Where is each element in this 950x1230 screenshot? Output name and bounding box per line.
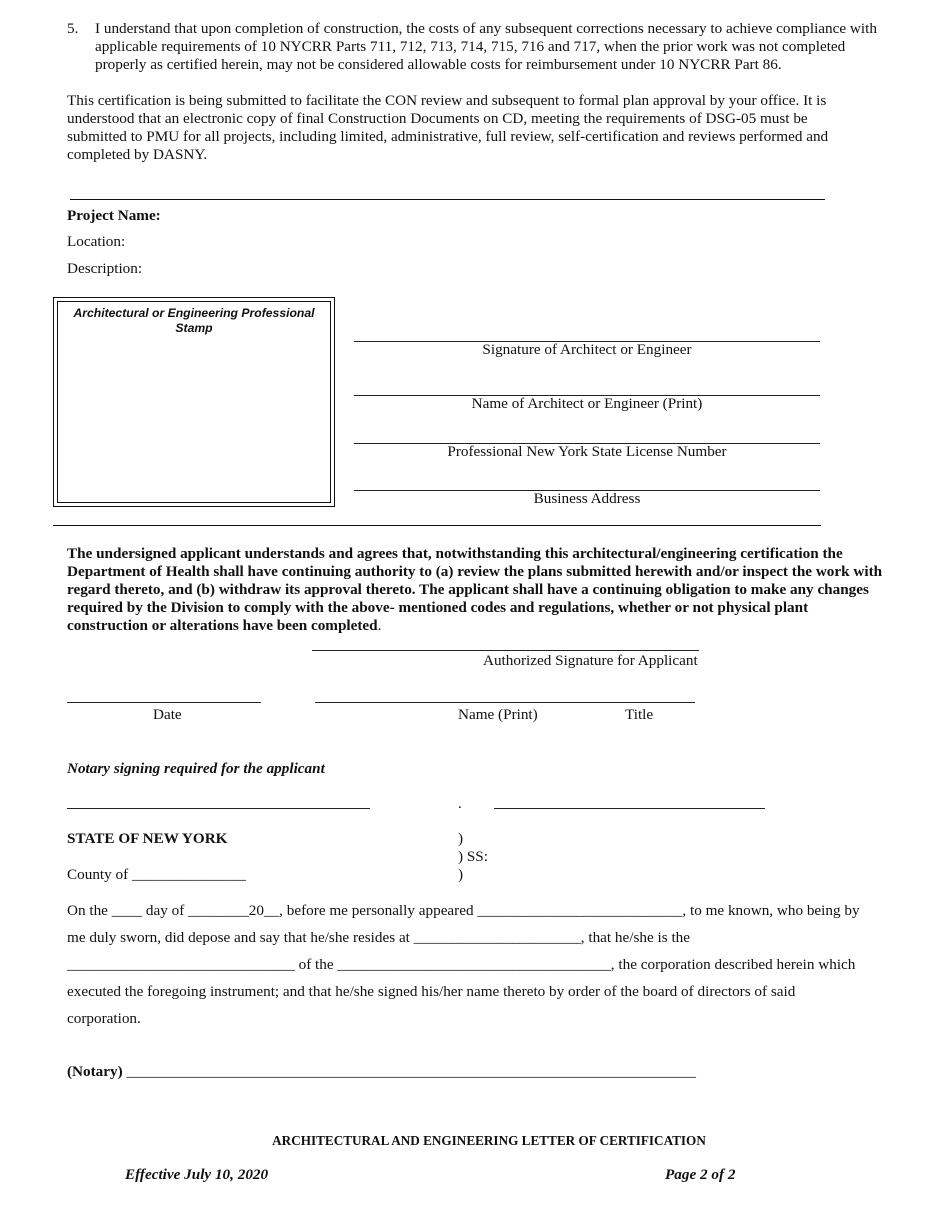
footer-title: ARCHITECTURAL AND ENGINEERING LETTER OF CERTIFICATION [272,1133,706,1148]
effective-date: Effective July 10, 2020 [125,1166,269,1183]
bracket-line-ss: ) SS: [458,848,488,865]
notary-line-4: executed the foregoing instrument; and that he/she signed his/her name thereto by order of the board of directors of said [67,983,796,1000]
blank-line-right[interactable] [494,808,765,809]
stamp-title: Architectural or Engineering Professional Stamp [73,306,315,335]
applicant-agreement-text: The undersigned applicant understands and agrees that, notwithstanding this architectural/engineering certification the Department of Health shall have continuing authority to (a) review the plans submitted herewith and/or inspect the work with regard thereto, and (b) withdraw its approval thereto. The applicant shall have a continuing obligation to make any changes required by the Division to comply with the above- mentioned codes and regulations, whether or not physical plant construction or alterations have been completed [67,545,883,634]
authorized-signature-caption: Authorized Signature for Applicant [483,652,698,669]
notary-required-label: Notary signing required for the applicant [67,760,325,777]
bracket-line-1: ) [458,830,464,847]
section-divider-bottom [53,525,821,526]
notary-line-2: me duly sworn, did depose and say that he/she resides at ______________________, that he/she is the [67,929,691,946]
county-field: County of _______________ [67,866,246,883]
certification-paragraph: This certification is being submitted to facilitate the CON review and subsequent to formal plan approval by your office. It is understood that an electronic copy of final Construction Documents on CD, meeting the requirements of DSG-05 must be submitted to PMU for all projects, including limited, administrative, full review, self-certification and reviews performed and completed by DASNY. [67,92,829,163]
authorized-signature-line[interactable] [312,650,699,651]
name-print-caption: Name (Print) [458,706,538,723]
notary-signature-row[interactable] [67,1063,696,1081]
notary-line-3: ______________________________ of the ____________________________________, the corporation described herein which [67,956,856,973]
architect-signature-caption: Signature of Architect or Engineer [482,341,692,358]
business-address-caption: Business Address [533,490,641,507]
separator-dot: . [458,795,462,812]
state-label: STATE OF NEW YORK [67,830,228,847]
ss-bracket [458,830,488,884]
license-number-caption: Professional New York State License Number [447,443,727,460]
item-5-text: I understand that upon completion of construction, the costs of any subsequent corrections necessary to achieve compliance with applicable requirements of 10 NYCRR Parts 711, 712, 713, 714, 715, 716 and 717, when the prior work was not completed properly as certified herein, may not be considered allowable costs for reimbursement under 10 NYCRR Part 86. [95,20,877,73]
date-caption: Date [153,706,182,723]
notary-signature-line[interactable]: ___________________________________________________________________________ [126,1063,696,1080]
notary-label: (Notary) [67,1063,123,1080]
title-caption: Title [625,706,654,723]
bracket-line-3: ) [458,866,464,883]
notary-line-5: corporation. [67,1010,141,1027]
item-number: 5. [67,20,79,37]
description-label: Description: [67,260,143,277]
location-label: Location: [67,233,126,250]
architect-name-caption: Name of Architect or Engineer (Print) [471,395,703,412]
name-title-line[interactable] [315,702,695,703]
applicant-agreement [67,545,887,635]
applicant-agreement-end: . [377,617,382,634]
blank-line-left[interactable] [67,808,370,809]
notary-line-1: On the ____ day of ________20__, before me personally appeared ___________________________, to me known, who being by [67,902,860,919]
section-divider-top [70,199,825,200]
date-line[interactable] [67,702,261,703]
professional-stamp-box [53,297,335,507]
page-number: Page 2 of 2 [665,1166,736,1183]
project-name-label: Project Name: [67,207,161,224]
